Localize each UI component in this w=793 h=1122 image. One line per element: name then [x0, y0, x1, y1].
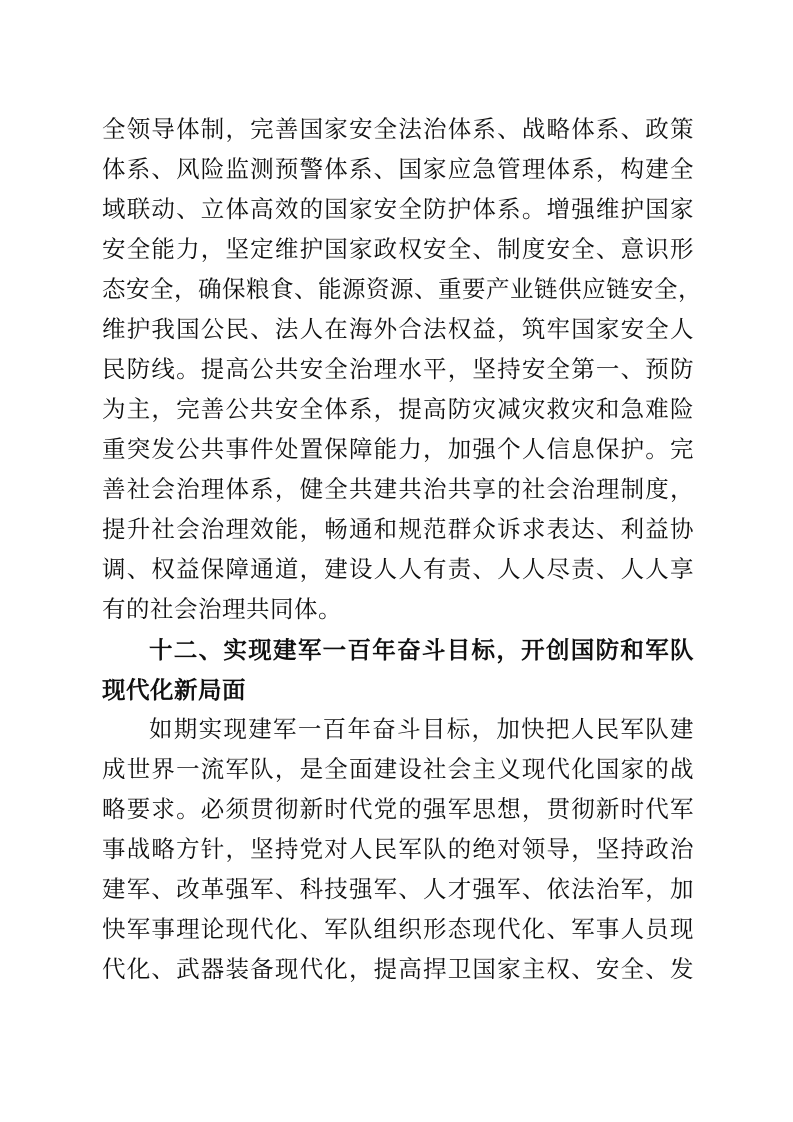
- paragraph2-line: 成世界一流军队，是全面建设社会主义现代化国家的战: [102, 757, 694, 783]
- paragraph1-line: 体系、风险监测预警体系、国家应急管理体系，构建全: [102, 157, 694, 183]
- paragraph2-line: 代化、武器装备现代化，提高捍卫国家主权、安全、发: [102, 957, 694, 983]
- section-heading-line: 现代化新局面: [102, 677, 246, 703]
- paragraph1-line: 安全能力，坚定维护国家政权安全、制度安全、意识形: [102, 237, 694, 263]
- paragraph2-line: 如期实现建军一百年奋斗目标，加快把人民军队建: [149, 717, 694, 743]
- paragraph1-line: 为主，完善公共安全体系，提高防灾减灾救灾和急难险: [102, 397, 694, 423]
- paragraph1-line: 域联动、立体高效的国家安全防护体系。增强维护国家: [102, 197, 694, 223]
- paragraph2-line: 建军、改革强军、科技强军、人才强军、依法治军，加: [102, 877, 694, 903]
- paragraph2-line: 略要求。必须贯彻新时代党的强军思想，贯彻新时代军: [102, 797, 694, 823]
- paragraph1-line: 重突发公共事件处置保障能力，加强个人信息保护。完: [102, 437, 694, 463]
- paragraph2-line: 快军事理论现代化、军队组织形态现代化、军事人员现: [102, 917, 694, 943]
- paragraph1-line: 维护我国公民、法人在海外合法权益，筑牢国家安全人: [102, 317, 694, 343]
- paragraph1-line: 调、权益保障通道，建设人人有责、人人尽责、人人享: [102, 557, 694, 583]
- paragraph1-line: 提升社会治理效能，畅通和规范群众诉求表达、利益协: [102, 517, 694, 543]
- section-heading-line: 十二、实现建军一百年奋斗目标，开创国防和军队: [149, 637, 694, 663]
- paragraph1-last-line: 有的社会治理共同体。: [102, 597, 342, 623]
- text-column: [102, 110, 702, 990]
- paragraph1-line: 善社会治理体系，健全共建共治共享的社会治理制度，: [102, 477, 694, 503]
- paragraph1-line: 态安全，确保粮食、能源资源、重要产业链供应链安全，: [102, 277, 702, 303]
- paragraph2-line: 事战略方针，坚持党对人民军队的绝对领导，坚持政治: [102, 837, 694, 863]
- paragraph1-line: 民防线。提高公共安全治理水平，坚持安全第一、预防: [102, 357, 694, 383]
- paragraph1-line: 全领导体制，完善国家安全法治体系、战略体系、政策: [102, 117, 694, 143]
